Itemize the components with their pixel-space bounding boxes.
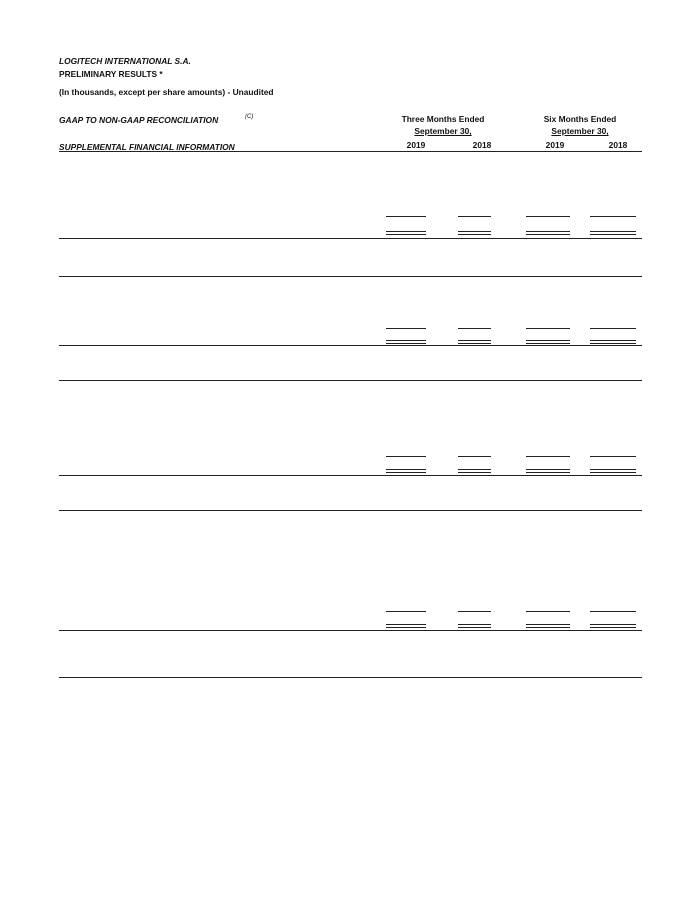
subtotal-rule (386, 611, 426, 612)
subtotal-rule (590, 611, 636, 612)
six-months-period: September 30, (551, 126, 609, 136)
subtotal-rule (458, 611, 491, 612)
section-divider (59, 345, 642, 346)
total-double-rule (526, 469, 570, 473)
total-double-rule (526, 624, 570, 628)
subtotal-rule (526, 216, 570, 217)
total-double-rule (386, 624, 426, 628)
subtotal-rule (386, 456, 426, 457)
total-double-rule (526, 340, 570, 344)
subtotal-rule (526, 611, 570, 612)
total-double-rule (458, 340, 491, 344)
col-2018-6m: 2018 (608, 140, 628, 150)
total-double-rule (590, 469, 636, 473)
total-double-rule (590, 231, 636, 235)
total-double-rule (458, 469, 491, 473)
company-name: LOGITECH INTERNATIONAL S.A. (59, 56, 191, 66)
subtotal-rule (386, 216, 426, 217)
subtotal-rule (590, 328, 636, 329)
section-divider (59, 630, 642, 631)
section-divider (59, 238, 642, 239)
units-note: (In thousands, except per share amounts) - Unaudited (59, 87, 274, 97)
total-double-rule (386, 231, 426, 235)
total-double-rule (386, 469, 426, 473)
section-footnote-marker: (C) (245, 114, 254, 120)
section-divider (59, 677, 642, 678)
subtotal-rule (386, 328, 426, 329)
total-double-rule (458, 231, 491, 235)
subtotal-rule (458, 216, 491, 217)
section-divider (59, 380, 642, 381)
subtotal-rule (458, 456, 491, 457)
subtotal-rule (458, 328, 491, 329)
total-double-rule (590, 340, 636, 344)
total-double-rule (590, 624, 636, 628)
subtotal-rule (526, 328, 570, 329)
subtotal-rule (590, 456, 636, 457)
six-months-header: Six Months Ended (543, 114, 617, 124)
section-divider (59, 510, 642, 511)
three-months-header: Three Months Ended (401, 114, 485, 124)
section-divider (59, 475, 642, 476)
col-2019-6m: 2019 (545, 140, 565, 150)
subtotal-rule (526, 456, 570, 457)
section-divider (59, 276, 642, 277)
supplemental-heading: SUPPLEMENTAL FINANCIAL INFORMATION (59, 142, 235, 152)
three-months-period: September 30, (414, 126, 472, 136)
report-title: PRELIMINARY RESULTS * (59, 69, 163, 79)
total-double-rule (386, 340, 426, 344)
col-2019-3m: 2019 (406, 140, 426, 150)
col-2018-3m: 2018 (472, 140, 492, 150)
section-title: GAAP TO NON-GAAP RECONCILIATION (59, 115, 219, 125)
total-double-rule (526, 231, 570, 235)
total-double-rule (458, 624, 491, 628)
header-divider (59, 151, 642, 152)
subtotal-rule (590, 216, 636, 217)
